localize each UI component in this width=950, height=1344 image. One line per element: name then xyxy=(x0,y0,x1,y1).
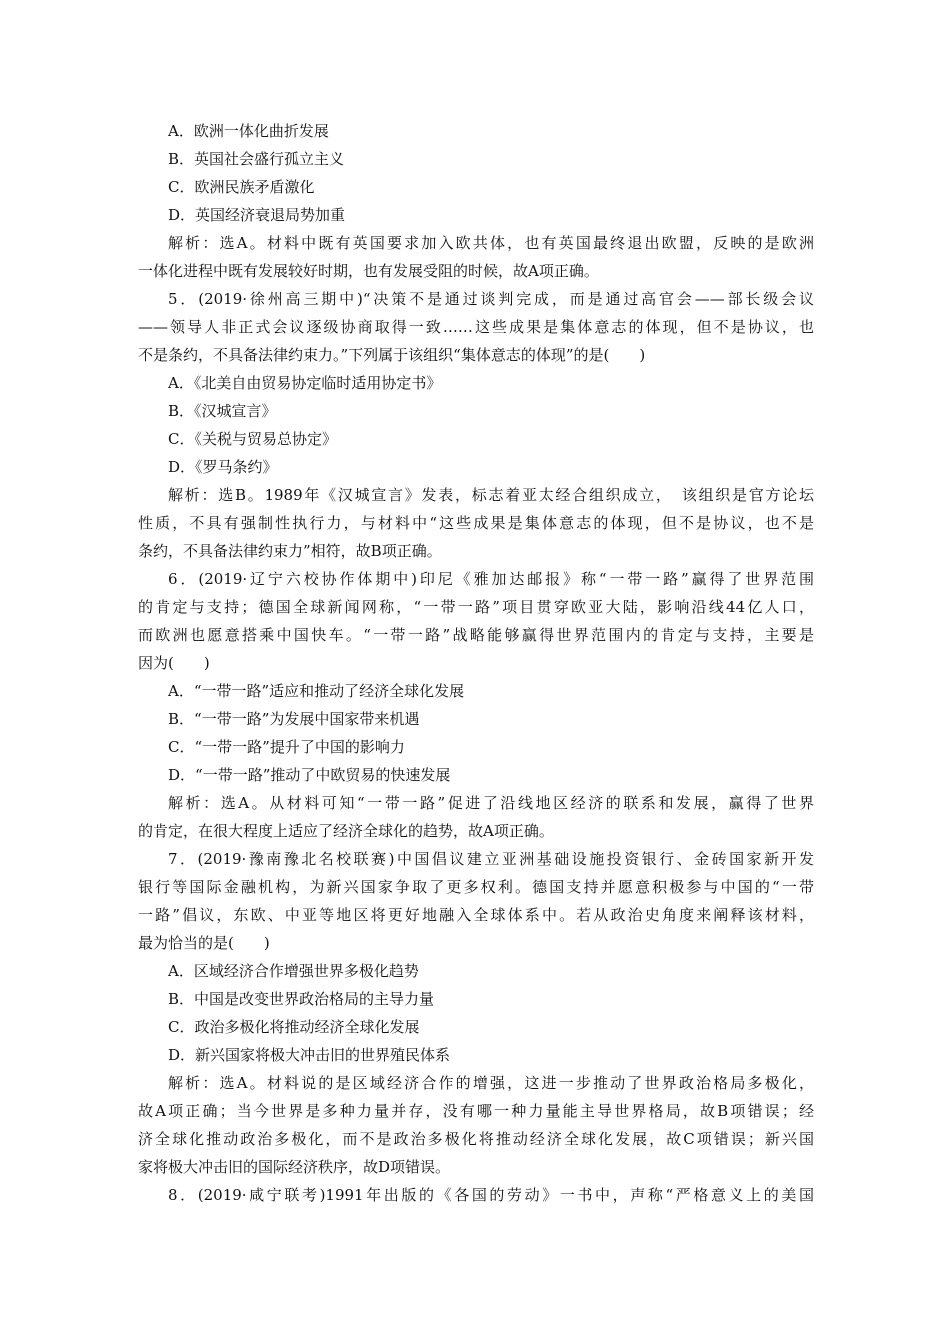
question-7-stem: 最为恰当的是( ) xyxy=(138,934,270,952)
analysis-line: 条约，不具备法律约束力”相符，故B项正确。 xyxy=(138,542,442,560)
option-b: B．英国社会盛行孤立主义 xyxy=(168,150,345,168)
option-a: A．区域经济合作增强世界多极化趋势 xyxy=(168,962,419,980)
analysis-line: 解析：选A。从材料可知“一带一路”促进了沿线地区经济的联系和发展，赢得了世界 xyxy=(168,794,814,812)
analysis-line: 解析：选B。1989年《汉城宣言》发表，标志着亚太经合组织成立， 该组织是官方论坛 xyxy=(168,486,814,504)
option-a: A．“一带一路”适应和推动了经济全球化发展 xyxy=(168,682,465,700)
question-6-stem: 6．(2019·辽宁六校协作体期中)印尼《雅加达邮报》称“一带一路”赢得了世界范围 xyxy=(168,570,814,588)
option-c: C．欧洲民族矛盾激化 xyxy=(168,178,315,196)
question-8-stem: 8．(2019·咸宁联考)1991年出版的《各国的劳动》一书中，声称“严格意义上的美国 xyxy=(168,1186,814,1204)
option-a: A．《北美自由贸易协定临时适用协定书》 xyxy=(168,374,442,392)
analysis-line: 一体化进程中既有发展较好时期，也有发展受阻的时候，故A项正确。 xyxy=(138,262,599,280)
option-b: B．《汉城宣言》 xyxy=(168,402,277,420)
analysis-line: 的肯定，在很大程度上适应了经济全球化的趋势，故A项正确。 xyxy=(138,822,554,840)
question-6-stem: 的肯定与支持；德国全球新闻网称，“一带一路”项目贯穿欧亚大陆，影响沿线44亿人口， xyxy=(138,598,814,616)
option-d: D．英国经济衰退局势加重 xyxy=(168,206,346,224)
question-5-stem: ——领导人非正式会议逐级协商取得一致……这些成果是集体意志的体现，但不是协议，也 xyxy=(138,318,814,336)
question-5-stem: 不是条约，不具备法律约束力。”下列属于该组织“集体意志的体现”的是( ) xyxy=(138,346,646,364)
option-c: C．《关税与贸易总协定》 xyxy=(168,430,337,448)
option-b: B．中国是改变世界政治格局的主导力量 xyxy=(168,990,435,1008)
option-d: D．新兴国家将极大冲击旧的世界殖民体系 xyxy=(168,1046,451,1064)
option-b: B．“一带一路”为发展中国家带来机遇 xyxy=(168,710,420,728)
question-6-stem: 而欧洲也愿意搭乘中国快车。“一带一路”战略能够赢得世界范围内的肯定与支持，主要是 xyxy=(138,626,814,644)
option-d: D．《罗马条约》 xyxy=(168,458,278,476)
question-7-stem: 7．(2019·豫南豫北名校联赛)中国倡议建立亚洲基础设施投资银行、金砖国家新开发 xyxy=(168,850,814,868)
analysis-line: 故A项正确；当今世界是多种力量并存，没有哪一种力量能主导世界格局，故B项错误；经 xyxy=(138,1102,814,1120)
analysis-line: 性质，不具有强制性执行力，与材料中“这些成果是集体意志的体现，但不是协议，也不是 xyxy=(138,514,814,532)
option-d: D．“一带一路”推动了中欧贸易的快速发展 xyxy=(168,766,451,784)
analysis-line: 解析：选A。材料中既有英国要求加入欧共体，也有英国最终退出欧盟，反映的是欧洲 xyxy=(168,234,814,252)
analysis-line: 家将极大冲击旧的国际经济秩序，故D项错误。 xyxy=(138,1158,451,1176)
analysis-line: 济全球化推动政治多极化，而不是政治多极化将推动经济全球化发展，故C项错误；新兴国 xyxy=(138,1130,814,1148)
option-c: C．“一带一路”提升了中国的影响力 xyxy=(168,738,405,756)
option-a: A．欧洲一体化曲折发展 xyxy=(168,122,329,140)
question-6-stem: 因为( ) xyxy=(138,654,210,672)
analysis-line: 解析：选A。材料说的是区域经济合作的增强，这进一步推动了世界政治格局多极化， xyxy=(168,1074,814,1092)
question-7-stem: 银行等国际金融机构，为新兴国家争取了更多权利。德国支持并愿意积极参与中国的“一带 xyxy=(138,878,814,896)
question-7-stem: 一路”倡议，东欧、中亚等地区将更好地融入全球体系中。若从政治史角度来阐释该材料， xyxy=(138,906,814,924)
option-c: C．政治多极化将推动经济全球化发展 xyxy=(168,1018,420,1036)
question-5-stem: 5．(2019·徐州高三期中)“决策不是通过谈判完成，而是通过高官会——部长级会议 xyxy=(168,290,814,308)
